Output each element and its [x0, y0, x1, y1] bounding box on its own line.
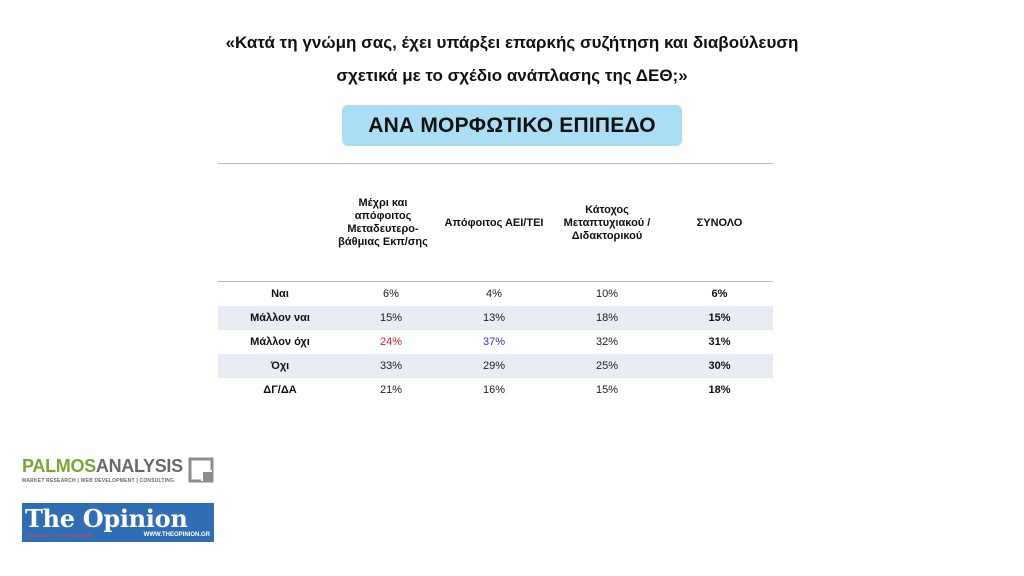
- total-cell: 6%: [711, 288, 728, 300]
- column-header-total: ΣΥΝΟΛΟ: [696, 216, 743, 229]
- table-row: [218, 306, 773, 330]
- table-cell: 13%: [482, 312, 506, 324]
- the-opinion-url: WWW.THEOPINION.GR: [143, 532, 210, 538]
- column-header-postgraduate: Κάτοχος Μεταπτυχιακού / Διδακτορικού: [563, 203, 651, 242]
- table-cell-highlight-low: 24%: [379, 336, 403, 348]
- table-cell: 10%: [595, 288, 619, 300]
- total-cell: 30%: [708, 360, 731, 372]
- palmos-wordmark: PALMOSANALYSIS: [22, 456, 183, 476]
- row-label: ΔΓ/ΔΑ: [263, 384, 297, 396]
- table-row: [218, 354, 773, 378]
- table-cell: 25%: [595, 360, 619, 372]
- column-header-university: Απόφοιτος ΑΕΙ/ΤΕΙ: [444, 216, 544, 229]
- table-cell: 32%: [595, 336, 619, 348]
- row-label: Μάλλον όχι: [250, 336, 310, 348]
- table-row: [218, 282, 773, 306]
- the-opinion-tagline: ΕΙΔΗΣΕΙΣ ΓΙΑ ΤΗΝ ΟΙΚΟΝΟΜΙΑ: [28, 533, 94, 538]
- palmos-analysis-logo: [22, 456, 214, 488]
- row-label: Όχι: [270, 360, 290, 372]
- table-cell: 6%: [383, 288, 399, 300]
- table-cell: 4%: [486, 288, 502, 300]
- table-cell-highlight-high: 37%: [482, 336, 506, 348]
- table-cell: 33%: [379, 360, 403, 372]
- column-header-secondary: Μέχρι και απόφοιτος Μεταδευτερο-βάθμιας Εκπ/σης: [338, 197, 428, 248]
- the-opinion-logo: [22, 503, 214, 542]
- table-cell: 21%: [379, 384, 403, 396]
- table-cell: 15%: [379, 312, 403, 324]
- table-cell: 18%: [595, 312, 619, 324]
- total-cell: 18%: [708, 384, 731, 396]
- question-title-line-1: «Κατά τη γνώμη σας, έχει υπάρξει επαρκής συζήτηση και διαβούλευση: [225, 33, 799, 52]
- the-opinion-wordmark: The Opinion: [25, 504, 188, 533]
- table-cell: 29%: [482, 360, 506, 372]
- palmos-square-icon: [188, 457, 214, 483]
- palmos-tagline: MARKET RESEARCH | WEB DEVELOPMENT | CONSULTING: [22, 478, 175, 484]
- table-row: [218, 378, 773, 402]
- row-label: Μάλλον ναι: [250, 312, 310, 324]
- table-row: [218, 330, 773, 354]
- table-cell: 15%: [595, 384, 619, 396]
- total-cell: 31%: [708, 336, 731, 348]
- table-top-divider: [218, 163, 773, 164]
- total-cell: 15%: [708, 312, 731, 324]
- question-title-line-2: σχετικά με το σχέδιο ανάπλασης της ΔΕΘ;»: [336, 66, 688, 85]
- table-cell: 16%: [482, 384, 506, 396]
- row-label: Ναι: [271, 288, 289, 300]
- section-title-badge: ΑΝΑ ΜΟΡΦΩΤΙΚΟ ΕΠΙΠΕΔΟ: [342, 105, 682, 146]
